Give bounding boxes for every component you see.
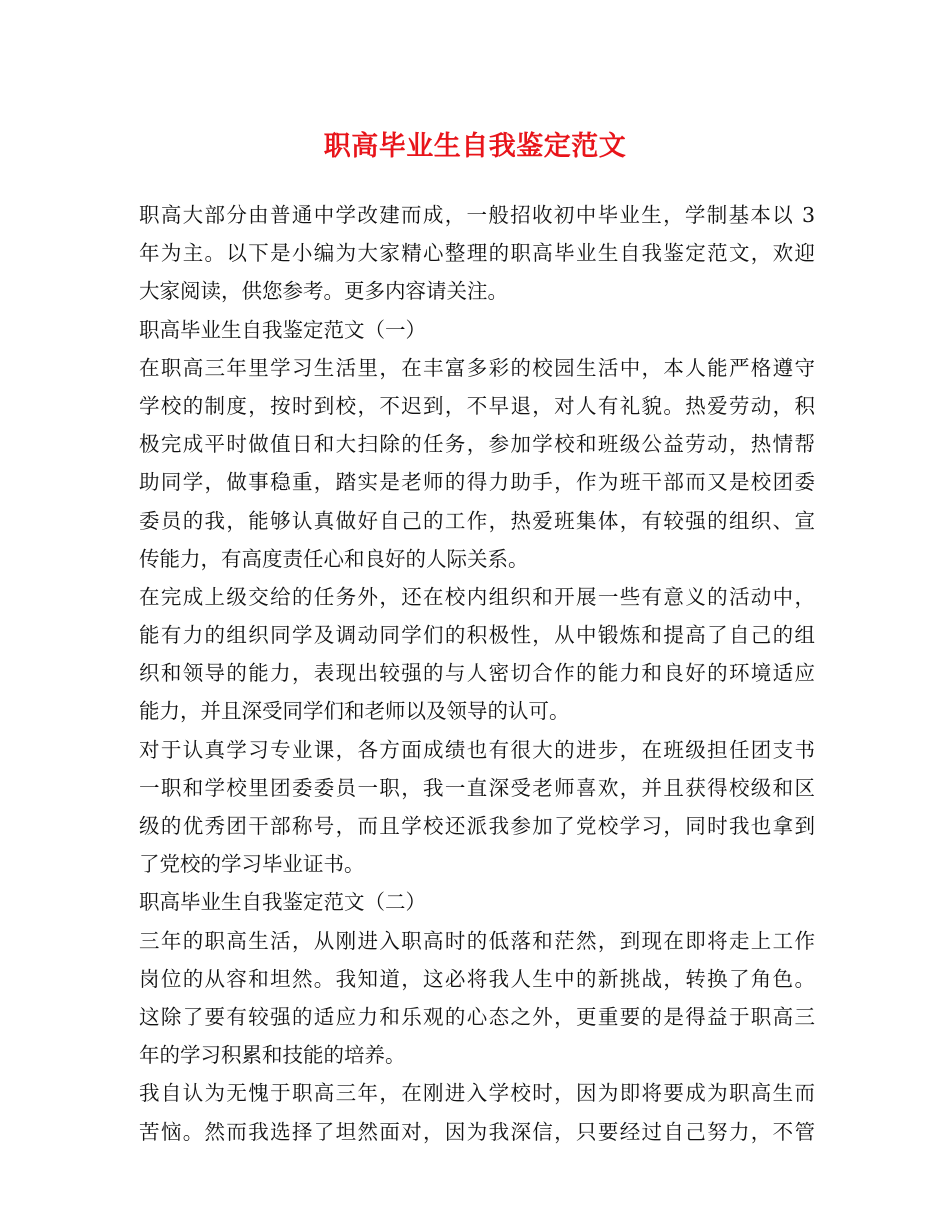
- text-line: 三年的职高生活，从刚进入职高时的低落和茫然，到现在即将走上工作: [139, 928, 815, 953]
- text-line: 苦恼。然而我选择了坦然面对，因为我深信，只要经过自己努力，不管: [139, 1119, 815, 1144]
- text-line: 职高大部分由普通中学改建而成，一般招收初中毕业生，学制基本以 3: [139, 203, 815, 227]
- text-line: 大家阅读，供您参考。更多内容请关注。: [139, 279, 508, 304]
- text-line: 岗位的从容和坦然。我知道，这必将我人生中的新挑战，转换了角色。: [139, 966, 815, 991]
- text-line: 能有力的组织同学及调动同学们的积极性，从中锻炼和提高了自己的组: [139, 623, 815, 648]
- document-title: 职高毕业生自我鉴定范文: [323, 131, 627, 162]
- text-line: 年为主。以下是小编为大家精心整理的职高毕业生自我鉴定范文，欢迎: [139, 241, 815, 266]
- text-line: 传能力，有高度责任心和良好的人际关系。: [139, 546, 529, 571]
- document-body: [139, 196, 815, 1151]
- text-line: 助同学，做事稳重，踏实是老师的得力助手，作为班干部而又是校团委: [139, 470, 815, 495]
- text-line: 在职高三年里学习生活里，在丰富多彩的校园生活中，本人能严格遵守: [139, 355, 815, 380]
- text-line: 织和领导的能力，表现出较强的与人密切合作的能力和良好的环境适应: [139, 661, 815, 686]
- text-line: 学校的制度，按时到校，不迟到，不早退，对人有礼貌。热爱劳动，积: [139, 393, 815, 418]
- text-line: 委员的我，能够认真做好自己的工作，热爱班集体，有较强的组织、宣: [139, 508, 815, 533]
- text-line: 职高毕业生自我鉴定范文（一）: [139, 317, 426, 342]
- text-line: 职高毕业生自我鉴定范文（二）: [139, 890, 426, 915]
- text-line: 在完成上级交给的任务外，还在校内组织和开展一些有意义的活动中，: [139, 584, 815, 609]
- text-line: 极完成平时做值日和大扫除的任务，参加学校和班级公益劳动，热情帮: [139, 432, 815, 457]
- text-line: 我自认为无愧于职高三年，在刚进入学校时，因为即将要成为职高生而: [139, 1081, 815, 1106]
- text-line: 一职和学校里团委委员一职，我一直深受老师喜欢，并且获得校级和区: [139, 775, 815, 800]
- text-line: 这除了要有较强的适应力和乐观的心态之外，更重要的是得益于职高三: [139, 1004, 815, 1029]
- text-line: 对于认真学习专业课，各方面成绩也有很大的进步，在班级担任团支书: [139, 737, 815, 762]
- text-line: 了党校的学习毕业证书。: [139, 852, 365, 877]
- text-line: 级的优秀团干部称号，而且学校还派我参加了党校学习，同时我也拿到: [139, 814, 815, 838]
- text-line: 年的学习积累和技能的培养。: [139, 1043, 406, 1068]
- text-line: 能力，并且深受同学们和老师以及领导的认可。: [139, 699, 570, 724]
